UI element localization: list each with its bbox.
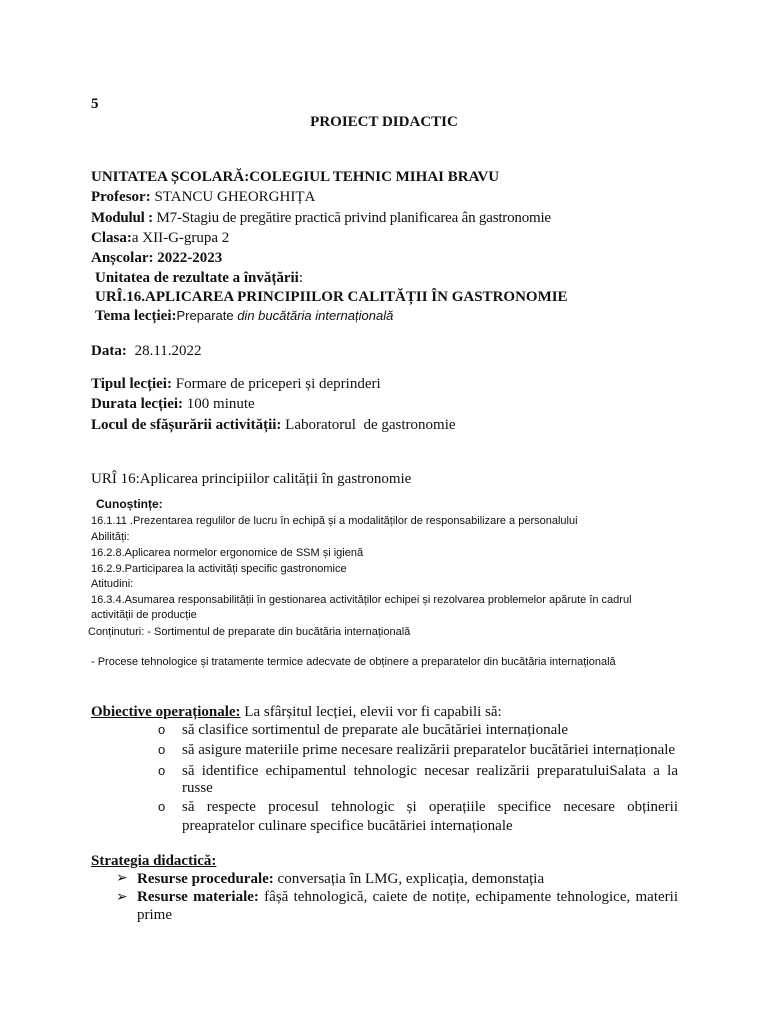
lesson-type-line xyxy=(91,375,381,393)
material-resources-value: fâșă tehnologică, caiete de notițe, echipamente tehnologice, materii xyxy=(258,889,678,905)
lesson-duration-label: Durata lecției: xyxy=(91,396,184,412)
bullet-o-icon: o xyxy=(158,742,166,757)
skill-item: 16.2.9.Participarea la activități specific gastronomice xyxy=(91,563,347,575)
procedural-resources-line xyxy=(137,870,544,888)
lesson-duration-value: 100 minute xyxy=(186,396,255,412)
objective-item: să asigure materiile prime necesare realizării preparatelor bucătăriei internaționale xyxy=(182,742,676,758)
school-line xyxy=(91,168,499,186)
knowledge-label: Cunoștințe: xyxy=(96,497,163,511)
contents-label: Conținuturi: xyxy=(88,626,145,638)
contents-item: - Sortimentul de preparate din bucătăria internațională xyxy=(144,626,411,638)
material-resources-label: Resurse materiale: xyxy=(137,889,259,905)
skill-item: 16.2.8.Aplicarea normelor ergonomice de SSM și igienă xyxy=(91,547,364,559)
attitudes-label: Atitudini: xyxy=(91,578,134,590)
school-year-value: 2022-2023 xyxy=(157,250,223,266)
objective-item: să identifice echipamentul tehnologic necesar realizării preparatuluiSalata a la xyxy=(182,763,678,779)
material-resources-line xyxy=(137,888,678,906)
learning-unit-line xyxy=(95,269,303,287)
arrow-bullet-icon: ➢ xyxy=(116,890,128,905)
objective-item-continued: russe xyxy=(182,780,213,796)
lesson-duration-line xyxy=(91,395,255,413)
teacher-label: Profesor: xyxy=(91,189,151,205)
lesson-theme-value-italic: din bucătăria internațională xyxy=(237,308,394,323)
school-value: COLEGIUL TEHNIC MIHAI BRAVU xyxy=(249,169,500,185)
objective-item-continued: preapratelor culinare specifice bucătăriei internaționale xyxy=(182,818,513,834)
learning-unit-value: URÎ.16.APLICAREA PRINCIPIILOR CALITĂȚII ÎN GASTRONOMIE xyxy=(95,289,568,305)
objective-item: să respecte procesul tehnologic și operațiile specifice necesare obținerii xyxy=(182,799,678,815)
lesson-place-line xyxy=(91,416,456,434)
module-value: M7-Stagiu de pregătire practică privind planificarea ân gastronomie xyxy=(156,210,551,226)
lesson-theme-label: Tema lecției: xyxy=(95,308,177,324)
procedural-resources-value: conversația în LMG, explicația, demonstația xyxy=(273,871,545,887)
date-label: Data: xyxy=(91,343,127,359)
lesson-type-value: Formare de priceperi și deprinderi xyxy=(175,376,381,392)
school-year-line xyxy=(91,249,222,267)
module-label: Modulul : xyxy=(91,210,153,226)
lesson-type-label: Tipul lecției: xyxy=(91,376,172,392)
procedural-resources-label: Resurse procedurale: xyxy=(137,871,274,887)
date-line xyxy=(91,342,202,360)
attitude-item-continued: activității de producție xyxy=(91,609,197,621)
date-value: 28.11.2022 xyxy=(134,343,202,359)
learning-unit-colon: : xyxy=(298,270,304,286)
contents-item: - Procese tehnologice și tratamente termice adecvate de obținere a preparatelor din bucătăria internațională xyxy=(91,656,616,668)
class-label: Clasa: xyxy=(91,230,132,246)
objectives-label: Obiective operaționale: xyxy=(91,704,241,720)
attitude-item: 16.3.4.Asumarea responsabilității în gestionarea activităților echipei și rezolvarea problemelor apărute în cadrul xyxy=(91,594,632,606)
knowledge-item: 16.1.11 .Prezentarea regulilor de lucru în echipă și a modalităților de responsabilizare a personalului xyxy=(91,515,578,527)
module-line xyxy=(91,209,551,227)
material-resources-continued: prime xyxy=(137,907,172,923)
bullet-o-icon: o xyxy=(158,763,166,778)
uri-line: URÎ 16:Aplicarea principiilor calității în gastronomie xyxy=(91,471,412,487)
teacher-line xyxy=(91,188,315,206)
school-label: UNITATEA ȘCOLARĂ: xyxy=(91,169,250,185)
objectives-heading xyxy=(91,703,502,721)
learning-unit-label: Unitatea de rezultate a învățării xyxy=(95,270,299,286)
class-line xyxy=(91,229,229,247)
bullet-o-icon: o xyxy=(158,722,166,737)
arrow-bullet-icon: ➢ xyxy=(116,871,128,886)
class-value: a XII-G-grupa 2 xyxy=(131,230,230,246)
contents-line xyxy=(88,625,410,639)
bullet-o-icon: o xyxy=(158,799,166,814)
page-number: 5 xyxy=(91,96,99,112)
school-year-label: Anșcolar: xyxy=(91,250,154,266)
strategy-heading: Strategia didactică: xyxy=(91,853,217,869)
objective-item: să clasifice sortimentul de preparate ale bucătăriei internaționale xyxy=(182,722,569,738)
skills-label: Abilități: xyxy=(91,531,130,543)
objectives-intro: La sfârșitul lecției, elevii vor fi capabili să: xyxy=(240,704,502,720)
lesson-theme-value: Preparate xyxy=(176,308,238,323)
lesson-place-value: Laboratorul de gastronomie xyxy=(285,417,456,433)
lesson-place-label: Locul de sfășurării activității: xyxy=(91,417,282,433)
teacher-value: STANCU GHEORGHIȚA xyxy=(154,189,316,205)
document-title: PROIECT DIDACTIC xyxy=(310,114,458,130)
lesson-theme-line xyxy=(95,307,393,325)
